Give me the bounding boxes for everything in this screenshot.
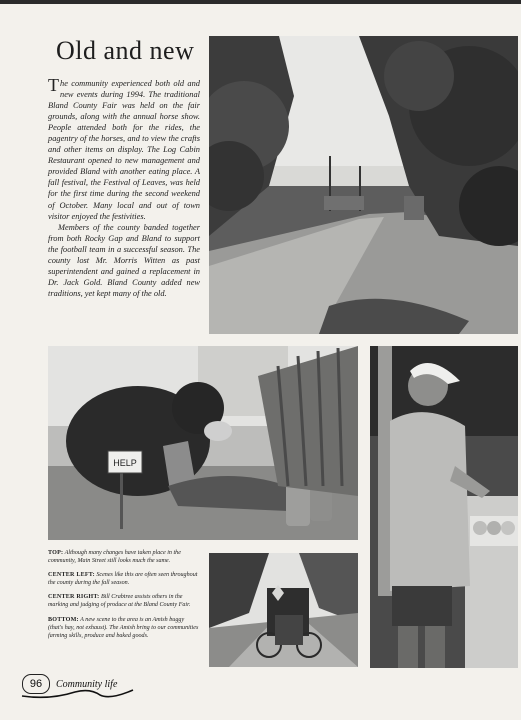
photo-captions	[48, 549, 200, 646]
caption-center-left-label: CENTER LEFT:	[48, 572, 95, 579]
caption-bottom-text: A new scene to the area is an Amish buggy (that's hay, not exhaust). The Amish bring to our communities farming skills, produce and baked goods.	[48, 616, 199, 639]
caption-top	[48, 549, 200, 565]
photo-fair-judging-image	[370, 346, 518, 668]
photo-main-street	[209, 36, 518, 334]
section-name: Community life	[56, 678, 118, 690]
photo-fair-judging	[370, 346, 518, 668]
caption-center-left	[48, 571, 200, 587]
page-number: 96	[22, 674, 50, 694]
caption-center-left-text: Scenes like this are often seen throughout the county during the fall season.	[48, 572, 198, 587]
caption-center-right-text: Bill Crabtree assists others in the marking and judging of produce at the Bland County Fair.	[48, 594, 191, 609]
photo-fall-scene-image	[48, 346, 358, 540]
page-title: Old and new	[56, 36, 195, 65]
caption-center-right	[48, 593, 200, 609]
article-paragraph-1	[48, 75, 200, 222]
caption-top-label: TOP:	[48, 550, 64, 556]
caption-bottom	[48, 616, 200, 640]
photo-fall-scene	[48, 346, 358, 540]
article-paragraph-2: Members of the county banded together from both Rocky Gap and Bland to support the football team in a successful season. The county lost Mr. Morris Witten as past superintendent and gained a replacement in Dr. Jack Gold. Bland County added new traditions, yet kept many of the old.	[48, 222, 200, 298]
help-sign-text: HELP	[113, 458, 137, 468]
paragraph-1-text: he community experienced both old and new events during 1994. The traditional Bland County Fair was held on the fair grounds, along with the annual horse show. People attended both for the rides, the pagentry of the horses, and to view the crafts and other items on display. The Log Cabin Restaurant opened to new management and provided Bland with another eating place. A fall festival, the Festival of Leaves, was held for the first time during the second weekend of October. Many local and out of town visitor enjoyed the festivities.	[48, 79, 200, 221]
photo-amish-buggy	[209, 553, 358, 667]
caption-center-right-label: CENTER RIGHT:	[48, 594, 100, 601]
photo-main-street-image	[209, 36, 518, 334]
caption-top-text: Although many changes have taken place in the community, Main Street still looks much the same.	[48, 550, 181, 565]
photo-amish-buggy-image	[209, 553, 358, 667]
footer-swoosh-icon	[20, 686, 135, 702]
drop-cap: T	[48, 75, 59, 95]
page-edge-top	[0, 0, 521, 4]
caption-bottom-label: BOTTOM:	[48, 616, 79, 623]
article-body	[48, 75, 200, 299]
